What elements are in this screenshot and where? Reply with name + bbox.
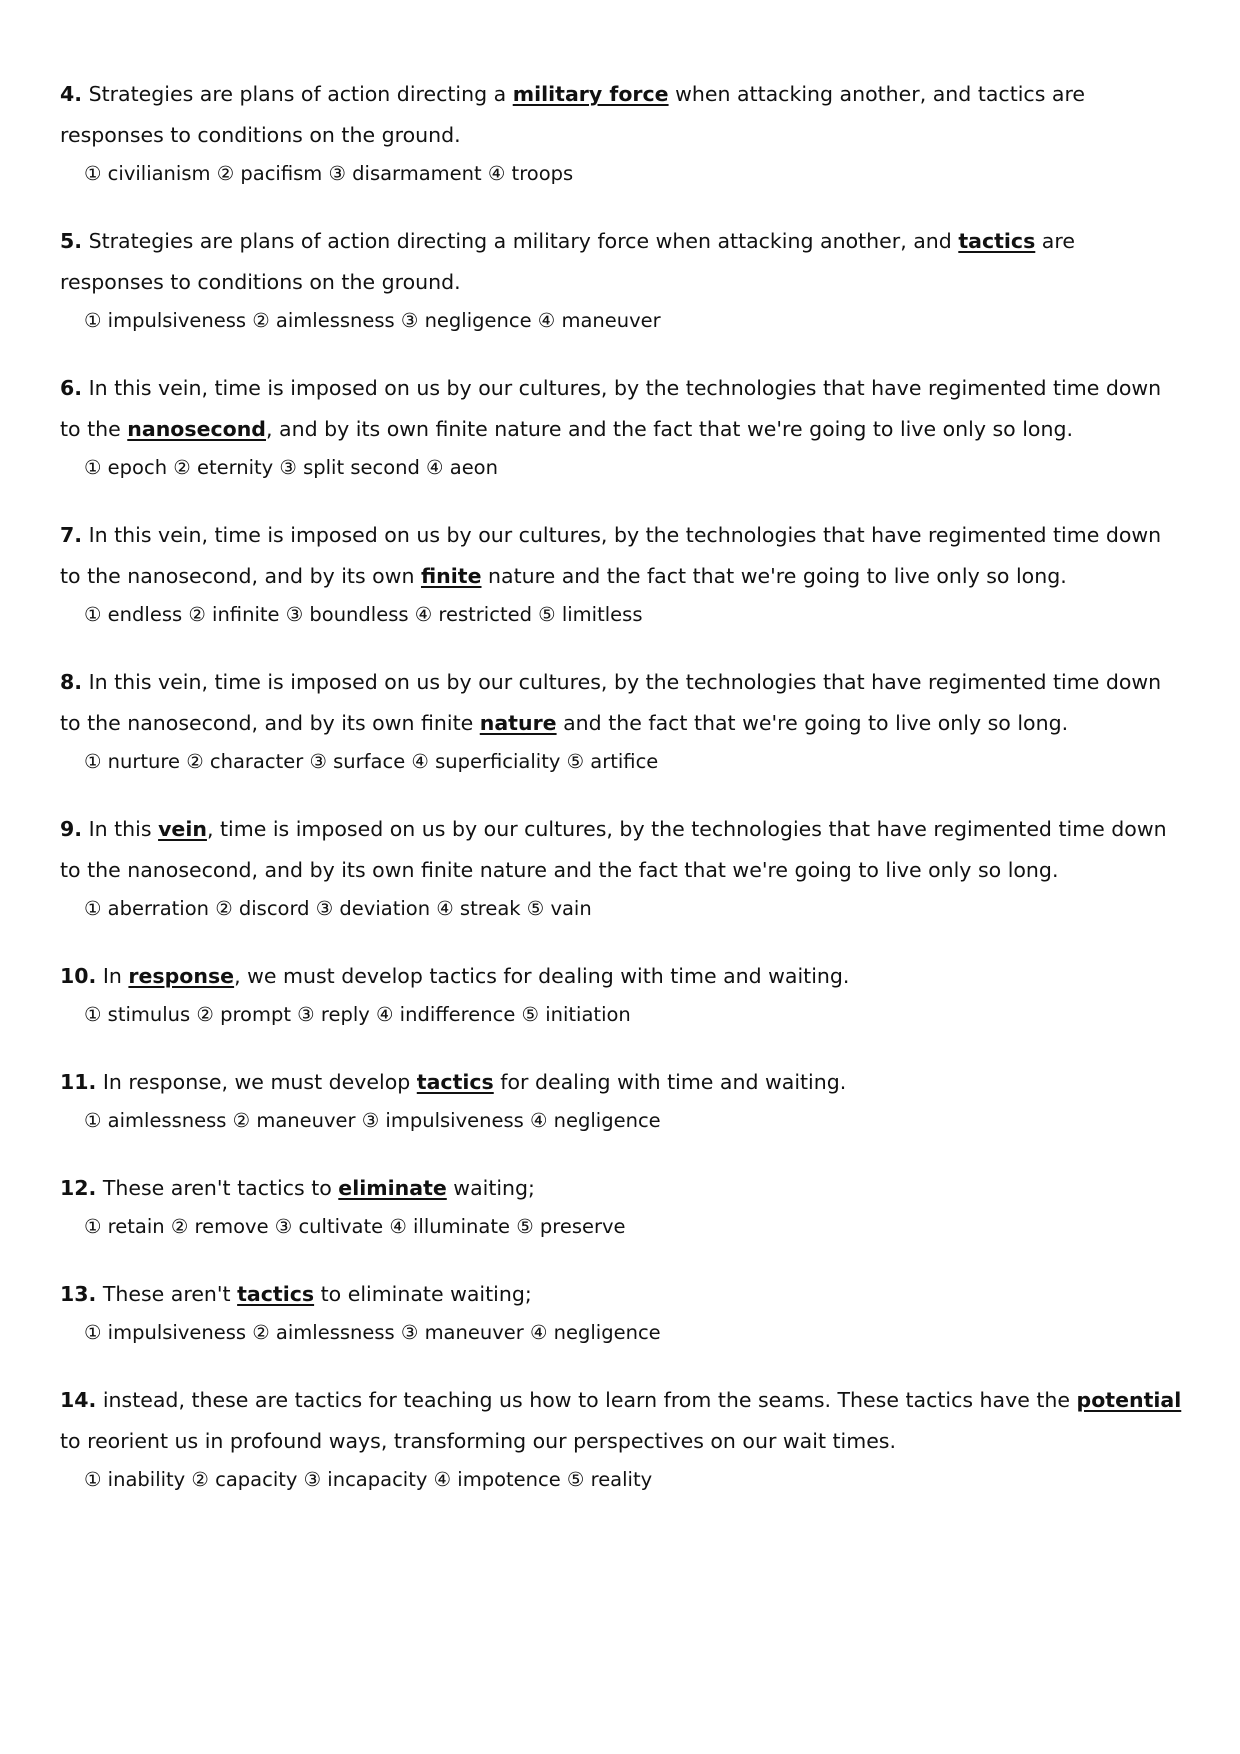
question-13 bbox=[60, 1274, 1185, 1348]
spacer bbox=[60, 777, 1185, 809]
stem-text-after: waiting; bbox=[446, 1176, 535, 1200]
question-number: 6. bbox=[60, 376, 83, 400]
question-stem bbox=[60, 662, 1185, 744]
question-number: 9. bbox=[60, 817, 83, 841]
stem-text-after: , time is imposed on us by our cultures, by the technologies that have regimented time down to the nanosecond, and by its own finite nature and the fact that we're going to live only so long. bbox=[60, 817, 1167, 882]
question-number: 12. bbox=[60, 1176, 97, 1200]
stem-text-after: , and by its own finite nature and the fact that we're going to live only so long. bbox=[265, 417, 1073, 441]
question-stem bbox=[60, 221, 1185, 303]
question-number: 11. bbox=[60, 1070, 97, 1094]
question-number: 10. bbox=[60, 964, 97, 988]
question-number: 13. bbox=[60, 1282, 97, 1306]
stem-text-before: In response, we must develop bbox=[96, 1070, 417, 1094]
spacer bbox=[60, 1136, 1185, 1168]
question-10 bbox=[60, 956, 1185, 1030]
target-word: potential bbox=[1076, 1388, 1182, 1412]
question-11 bbox=[60, 1062, 1185, 1136]
spacer bbox=[60, 336, 1185, 368]
stem-text-after: are responses to conditions on the ground. bbox=[60, 229, 1075, 294]
target-word: tactics bbox=[958, 229, 1036, 253]
question-4 bbox=[60, 74, 1185, 189]
stem-text-after: nature and the fact that we're going to live only so long. bbox=[481, 564, 1067, 588]
target-word: response bbox=[128, 964, 235, 988]
answer-options: ① impulsiveness ② aimlessness ③ maneuver ④ negligence bbox=[84, 1321, 661, 1344]
question-number: 5. bbox=[60, 229, 83, 253]
stem-text-before: In this vein, time is imposed on us by our cultures, by the technologies that have regimented time down to the nanosecond, and by its own bbox=[60, 523, 1162, 588]
stem-text-before: In this vein, time is imposed on us by our cultures, by the technologies that have regimented time down to the nanosecond, and by its own finite bbox=[60, 670, 1162, 735]
question-stem bbox=[60, 1274, 1185, 1315]
question-stem bbox=[60, 956, 1185, 997]
stem-text-after: , we must develop tactics for dealing with time and waiting. bbox=[234, 964, 850, 988]
answer-options: ① retain ② remove ③ cultivate ④ illuminate ⑤ preserve bbox=[84, 1215, 626, 1238]
spacer bbox=[60, 483, 1185, 515]
question-list bbox=[60, 74, 1185, 1495]
target-word: tactics bbox=[416, 1070, 494, 1094]
stem-text-before: Strategies are plans of action directing a bbox=[82, 82, 513, 106]
question-number: 4. bbox=[60, 82, 83, 106]
question-number: 14. bbox=[60, 1388, 97, 1412]
answer-options: ① aimlessness ② maneuver ③ impulsiveness ④ negligence bbox=[84, 1109, 661, 1132]
question-6 bbox=[60, 368, 1185, 483]
question-stem bbox=[60, 368, 1185, 450]
answer-options: ① epoch ② eternity ③ split second ④ aeon bbox=[84, 456, 498, 479]
stem-text-before: Strategies are plans of action directing a military force when attacking another, and bbox=[82, 229, 959, 253]
question-12 bbox=[60, 1168, 1185, 1242]
stem-text-before: In this vein, time is imposed on us by our cultures, by the technologies that have regimented time down to the bbox=[60, 376, 1162, 441]
stem-text-after: to reorient us in profound ways, transforming our perspectives on our wait times. bbox=[60, 1429, 897, 1453]
question-7 bbox=[60, 515, 1185, 630]
question-number: 8. bbox=[60, 670, 83, 694]
spacer bbox=[60, 1242, 1185, 1274]
answer-options: ① inability ② capacity ③ incapacity ④ impotence ⑤ reality bbox=[84, 1468, 653, 1491]
stem-text-after: to eliminate waiting; bbox=[314, 1282, 532, 1306]
target-word: military force bbox=[512, 82, 669, 106]
answer-options: ① endless ② infinite ③ boundless ④ restricted ⑤ limitless bbox=[84, 603, 643, 626]
question-number: 7. bbox=[60, 523, 83, 547]
target-word: finite bbox=[420, 564, 482, 588]
stem-text-before: These aren't tactics to bbox=[96, 1176, 339, 1200]
answer-options: ① nurture ② character ③ surface ④ superficiality ⑤ artifice bbox=[84, 750, 659, 773]
spacer bbox=[60, 189, 1185, 221]
answer-options: ① stimulus ② prompt ③ reply ④ indifference ⑤ initiation bbox=[84, 1003, 631, 1026]
spacer bbox=[60, 1030, 1185, 1062]
stem-text-after: for dealing with time and waiting. bbox=[493, 1070, 847, 1094]
stem-text-before: These aren't bbox=[96, 1282, 238, 1306]
spacer bbox=[60, 1348, 1185, 1380]
spacer bbox=[60, 630, 1185, 662]
question-9 bbox=[60, 809, 1185, 924]
question-8 bbox=[60, 662, 1185, 777]
target-word: nature bbox=[479, 711, 557, 735]
question-stem bbox=[60, 515, 1185, 597]
answer-options: ① civilianism ② pacifism ③ disarmament ④ troops bbox=[84, 162, 574, 185]
answer-options: ① aberration ② discord ③ deviation ④ streak ⑤ vain bbox=[84, 897, 592, 920]
stem-text-after: and the fact that we're going to live only so long. bbox=[556, 711, 1069, 735]
stem-text-before: instead, these are tactics for teaching us how to learn from the seams. These tactics have the bbox=[96, 1388, 1077, 1412]
question-stem bbox=[60, 74, 1185, 156]
target-word: tactics bbox=[237, 1282, 315, 1306]
stem-text-before: In bbox=[96, 964, 129, 988]
target-word: eliminate bbox=[338, 1176, 447, 1200]
spacer bbox=[60, 924, 1185, 956]
question-stem bbox=[60, 1380, 1185, 1462]
question-5 bbox=[60, 221, 1185, 336]
question-14 bbox=[60, 1380, 1185, 1495]
question-stem bbox=[60, 1168, 1185, 1209]
answer-options: ① impulsiveness ② aimlessness ③ negligence ④ maneuver bbox=[84, 309, 661, 332]
target-word: nanosecond bbox=[127, 417, 266, 441]
target-word: vein bbox=[158, 817, 207, 841]
question-stem bbox=[60, 1062, 1185, 1103]
stem-text-before: In this bbox=[82, 817, 159, 841]
question-stem bbox=[60, 809, 1185, 891]
stem-text-after: when attacking another, and tactics are responses to conditions on the ground. bbox=[60, 82, 1086, 147]
